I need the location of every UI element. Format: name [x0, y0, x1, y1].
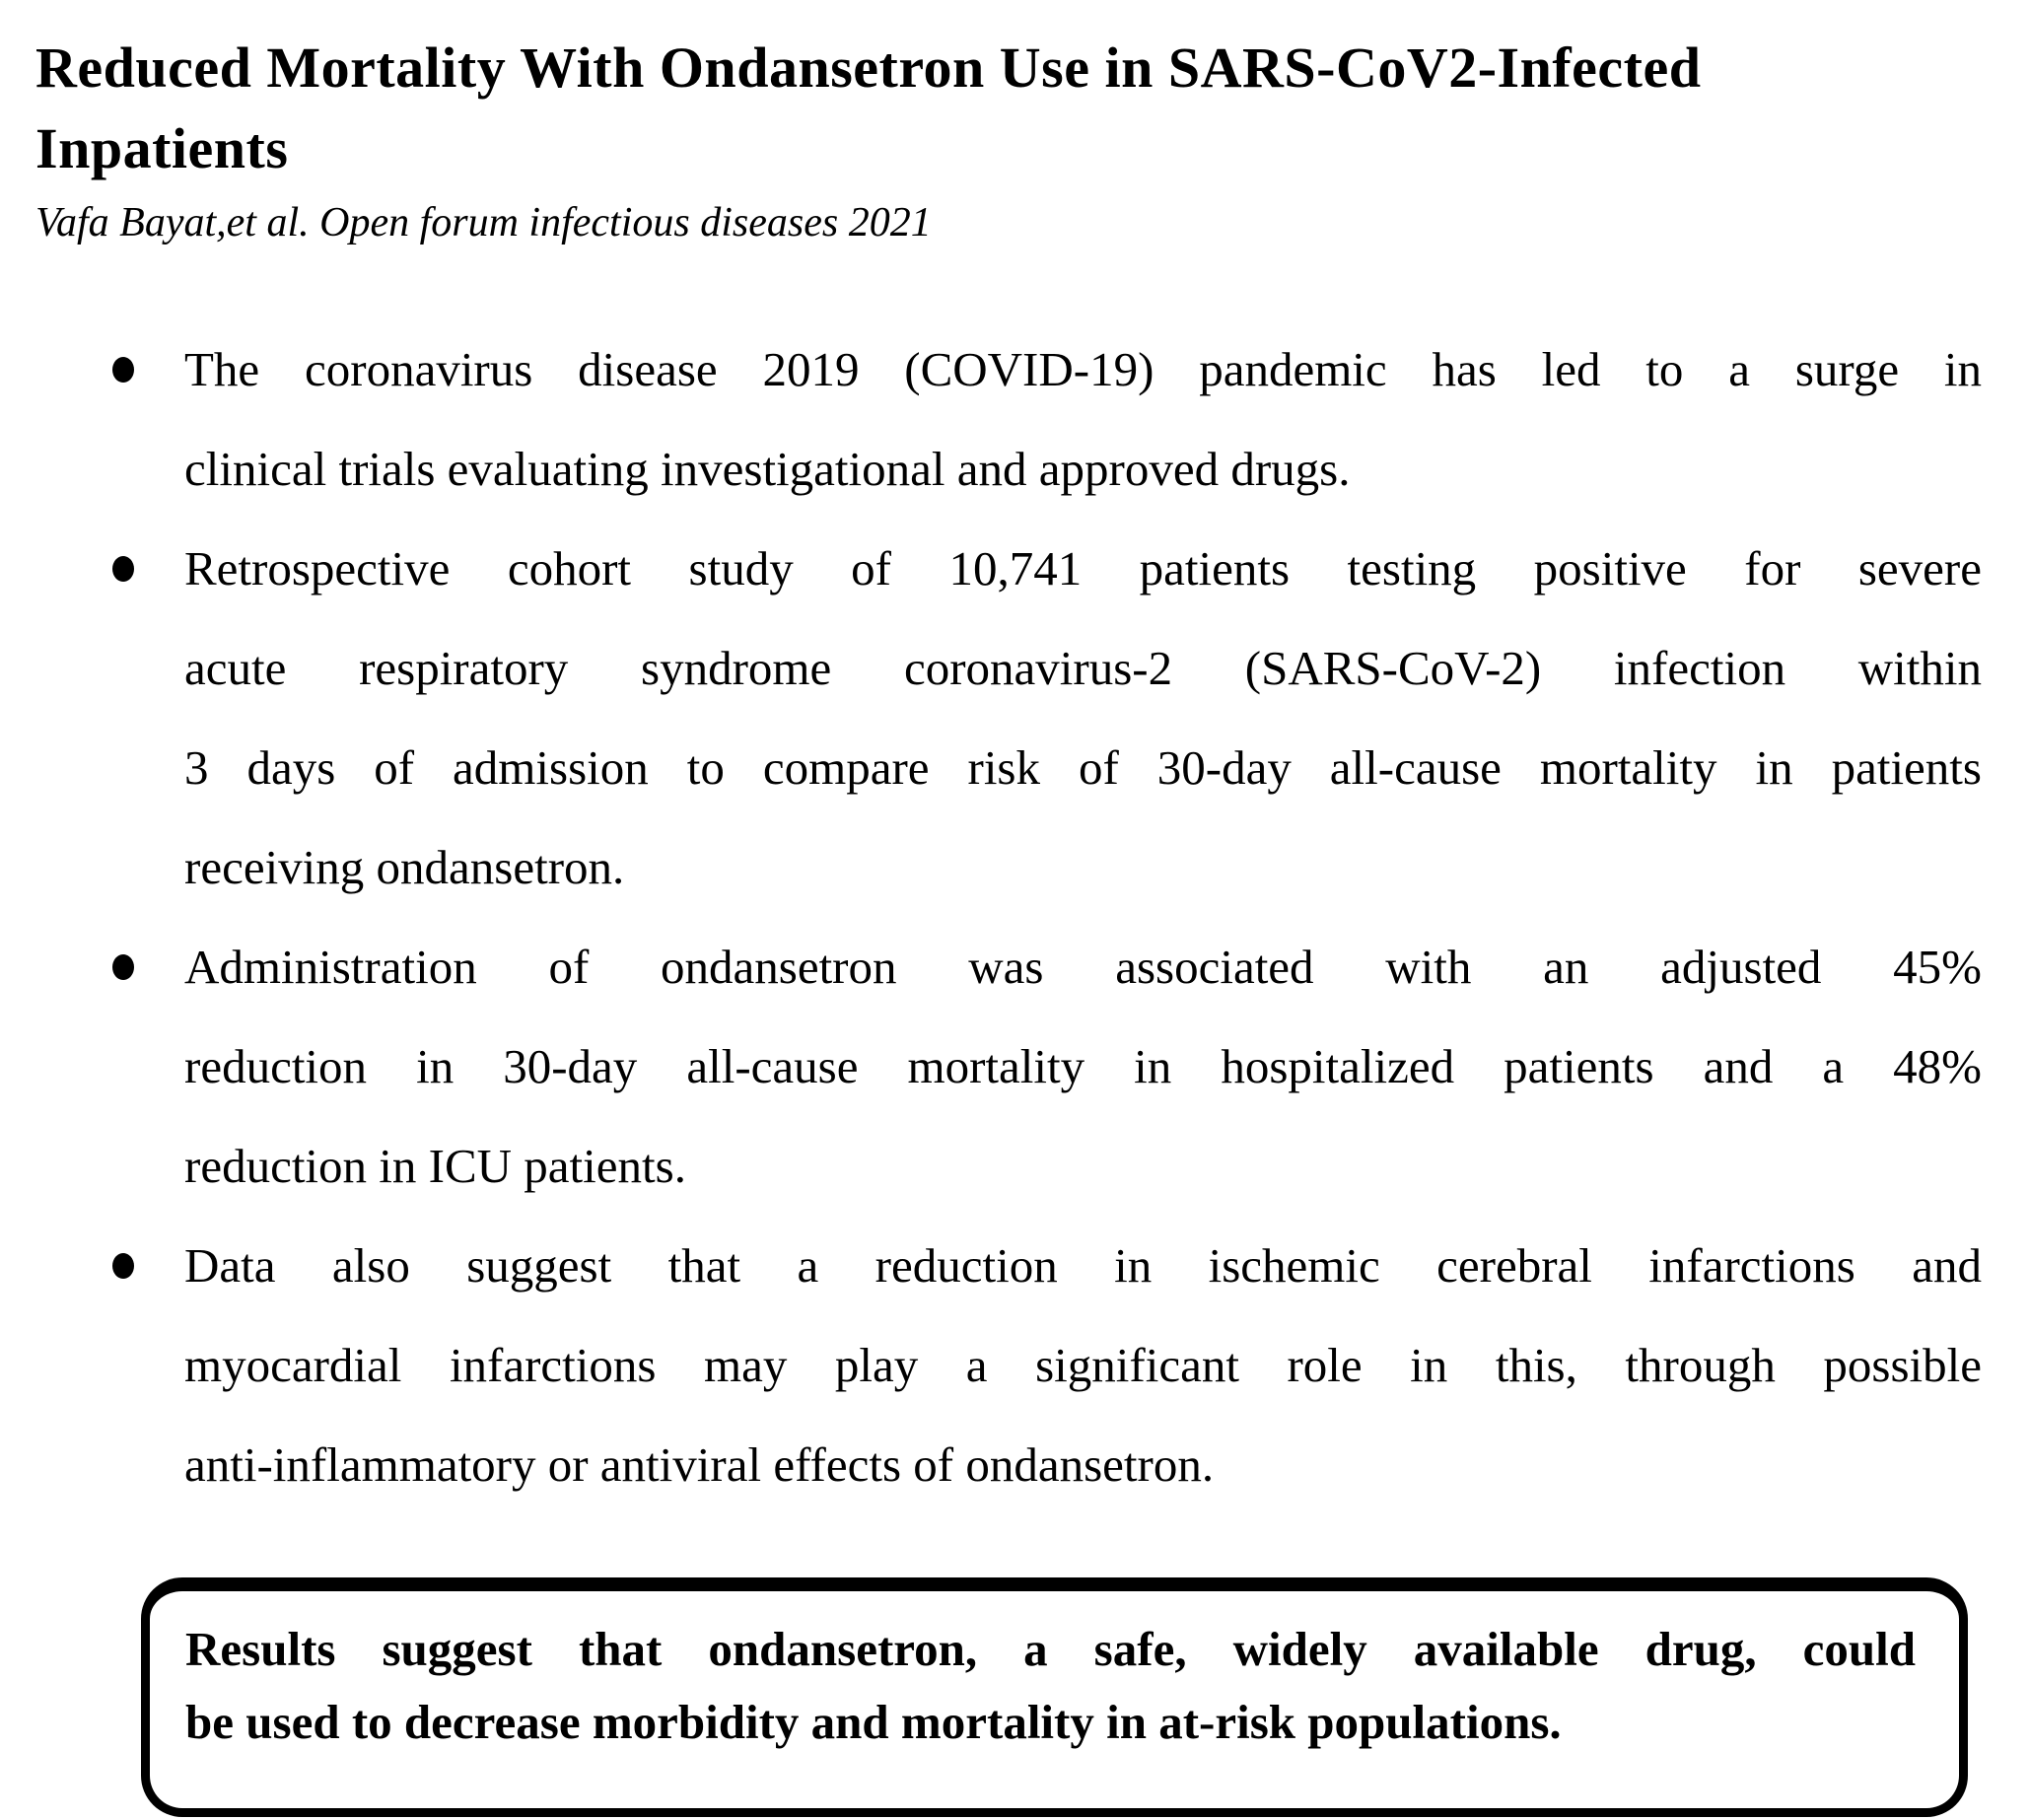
citation-line: Vafa Bayat,et al. Open forum infectious diseases 2021	[35, 200, 932, 245]
bullet-line: The coronavirus disease 2019 (COVID-19) pandemic has led to a surge in	[184, 342, 1982, 396]
bullet-list	[35, 319, 1982, 1514]
bullet-item	[184, 519, 1982, 917]
conclusion-line: be used to decrease morbidity and mortality in at-risk populations.	[185, 1695, 1562, 1749]
bullet-line: Administration of ondansetron was associated with an adjusted 45%	[184, 940, 1982, 994]
conclusion-box	[141, 1577, 1968, 1817]
bullet-line: Retrospective cohort study of 10,741 patients testing positive for severe	[184, 541, 1982, 595]
bullet-line: receiving ondansetron.	[184, 840, 625, 894]
bullet-line: Data also suggest that a reduction in ischemic cerebral infarctions and	[184, 1238, 1982, 1293]
bullet-line: anti-inflammatory or antiviral effects of ondansetron.	[184, 1437, 1215, 1492]
bullet-line: acute respiratory syndrome coronavirus-2 (SARS-CoV-2) infection within	[184, 641, 1982, 695]
bullet-line: reduction in ICU patients.	[184, 1139, 686, 1193]
bullet-item	[184, 319, 1982, 519]
bullet-line: 3 days of admission to compare risk of 30-day all-cause mortality in patients	[184, 740, 1982, 795]
bullet-line: clinical trials evaluating investigational and approved drugs.	[184, 442, 1351, 496]
bullet-line: reduction in 30-day all-cause mortality in hospitalized patients and a 48%	[184, 1039, 1982, 1093]
page-title: Reduced Mortality With Ondansetron Use in SARS-CoV2-Infected Inpatients	[35, 35, 1702, 180]
bullet-item	[184, 917, 1982, 1216]
conclusion-line: Results suggest that ondansetron, a safe, widely available drug, could	[185, 1622, 1916, 1676]
bullet-item	[184, 1216, 1982, 1514]
bullet-line: myocardial infarctions may play a significant role in this, through possible	[184, 1338, 1982, 1392]
